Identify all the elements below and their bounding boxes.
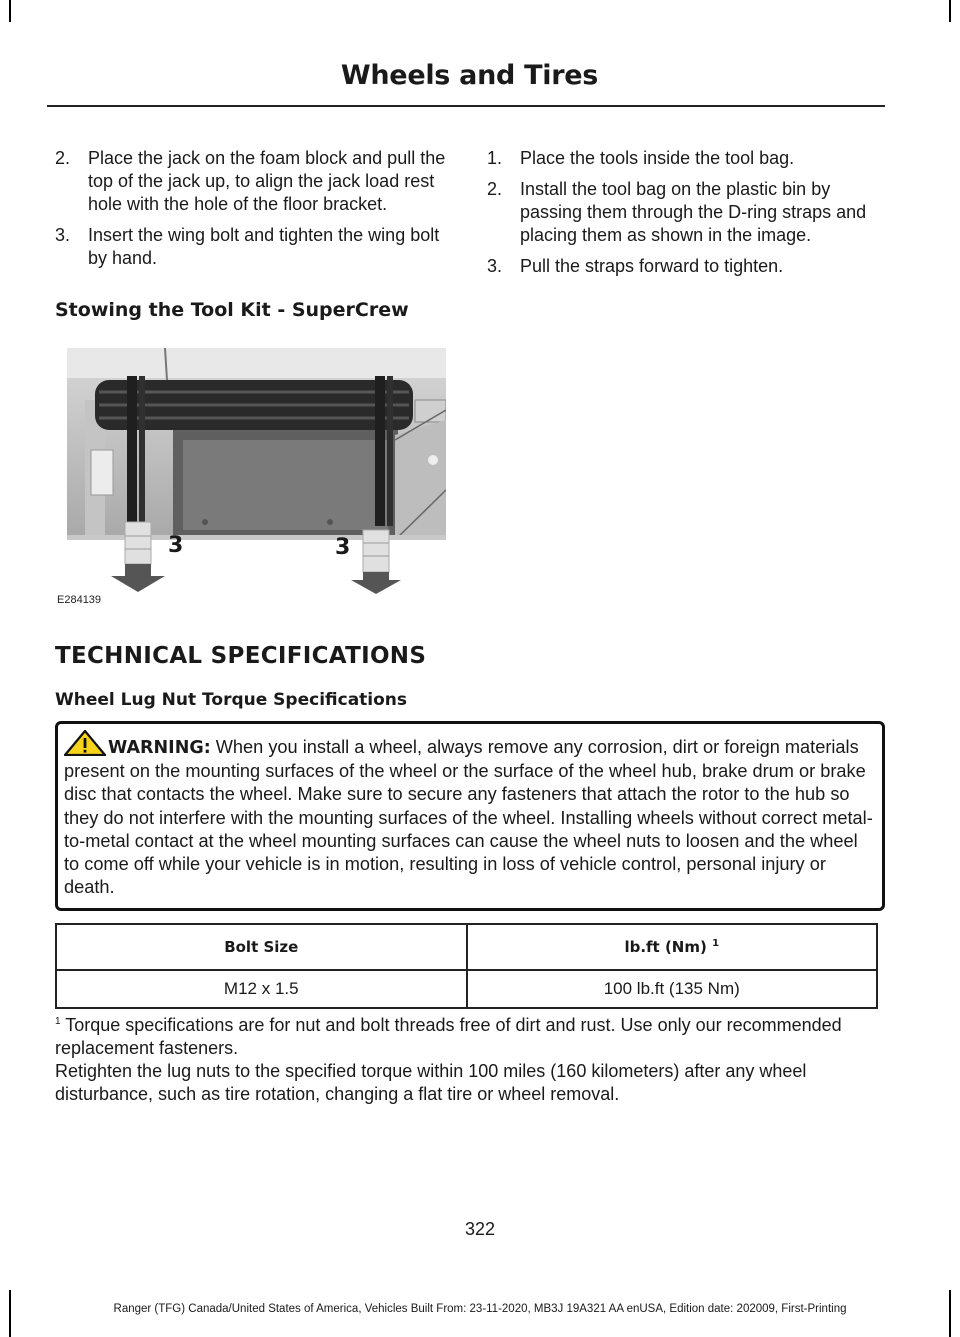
step-number: 3. — [487, 256, 503, 276]
cell-torque: 100 lb.ft (135 Nm) — [467, 970, 878, 1008]
step-text: Place the jack on the foam block and pull the top of the jack up, to align the jack load rest hole with the hole of the floor bracket. — [88, 148, 446, 214]
section-heading-tool-kit: Stowing the Tool Kit - SuperCrew — [55, 299, 409, 321]
warning-triangle-icon — [64, 730, 108, 756]
step-number: 1. — [487, 148, 503, 168]
step-item — [487, 147, 882, 170]
step-number: 3. — [55, 225, 71, 245]
header-rule — [47, 105, 885, 107]
warning-box — [55, 721, 885, 911]
page-header-title: Wheels and Tires — [340, 60, 598, 91]
header-text: lb.ft (Nm) — [624, 938, 707, 956]
warning-text: When you install a wheel, always remove any corrosion, dirt or foreign materials present on the mounting surfaces of the wheel or the surface of the wheel hub, brake drum or brake disc that contacts the wheel. Make sure to secure any fasteners that attach the rotor to the hub so they do not interfere with the mounting surfaces of the wheel. Installing wheels without correct metal-to-metal contact at the wheel mounting surfaces can cause the wheel nuts to loosen and the wheel to come off while your vehicle is in motion, resulting in loss of vehicle control, personal injury or death. — [64, 737, 873, 898]
crop-mark-top-right — [949, 0, 951, 22]
footnote-marker: 1 — [55, 1016, 61, 1027]
tool-kit-figure — [55, 340, 446, 608]
column-header-bolt-size — [56, 924, 467, 970]
step-item — [487, 255, 882, 278]
retighten-paragraph: Retighten the lug nuts to the specified torque within 100 miles (160 kilometers) after any wheel disturbance, such as tire rotation, changing a flat tire or wheel removal. — [55, 1061, 807, 1104]
step-item — [55, 224, 450, 270]
torque-spec-table — [55, 923, 878, 1009]
header-text: Bolt Size — [224, 938, 299, 956]
warning-label: WARNING: — [108, 738, 211, 758]
crop-mark-top-left — [9, 0, 11, 22]
callout-number: 3 — [168, 533, 184, 558]
step-text: Place the tools inside the tool bag. — [520, 148, 795, 168]
callout-number: 3 — [335, 535, 351, 560]
step-text: Insert the wing bolt and tighten the wing bolt by hand. — [88, 225, 440, 268]
table-row — [56, 970, 877, 1008]
tool-bag-illustration — [55, 340, 446, 608]
right-column — [487, 147, 882, 286]
step-item — [487, 178, 882, 247]
left-column — [55, 147, 450, 278]
page-number: 322 — [464, 1219, 496, 1239]
technical-specifications-heading: TECHNICAL SPECIFICATIONS — [55, 643, 427, 669]
step-number: 2. — [55, 148, 71, 168]
step-item — [55, 147, 450, 216]
lug-nut-torque-heading: Wheel Lug Nut Torque Specifications — [55, 690, 408, 710]
step-text: Pull the straps forward to tighten. — [520, 256, 784, 276]
cell-bolt-size: M12 x 1.5 — [56, 970, 467, 1008]
table-footnote — [55, 1010, 885, 1060]
edition-footer: Ranger (TFG) Canada/United States of America, Vehicles Built From: 23-11-2020, MB3J 19A321 AA enUSA, Edition date: 202009, First-Printing — [113, 1303, 847, 1315]
table-header-row — [56, 924, 877, 970]
step-text: Install the tool bag on the plastic bin by passing them through the D-ring straps and placing them as shown in the image. — [520, 179, 867, 245]
footnote-text: Torque specifications are for nut and bolt threads free of dirt and rust. Use only our recommended replacement fasteners. — [55, 1015, 842, 1058]
column-header-torque — [467, 924, 878, 970]
figure-reference-code: E284139 — [57, 594, 102, 606]
step-number: 2. — [487, 179, 503, 199]
footnote-marker: 1 — [712, 938, 720, 949]
